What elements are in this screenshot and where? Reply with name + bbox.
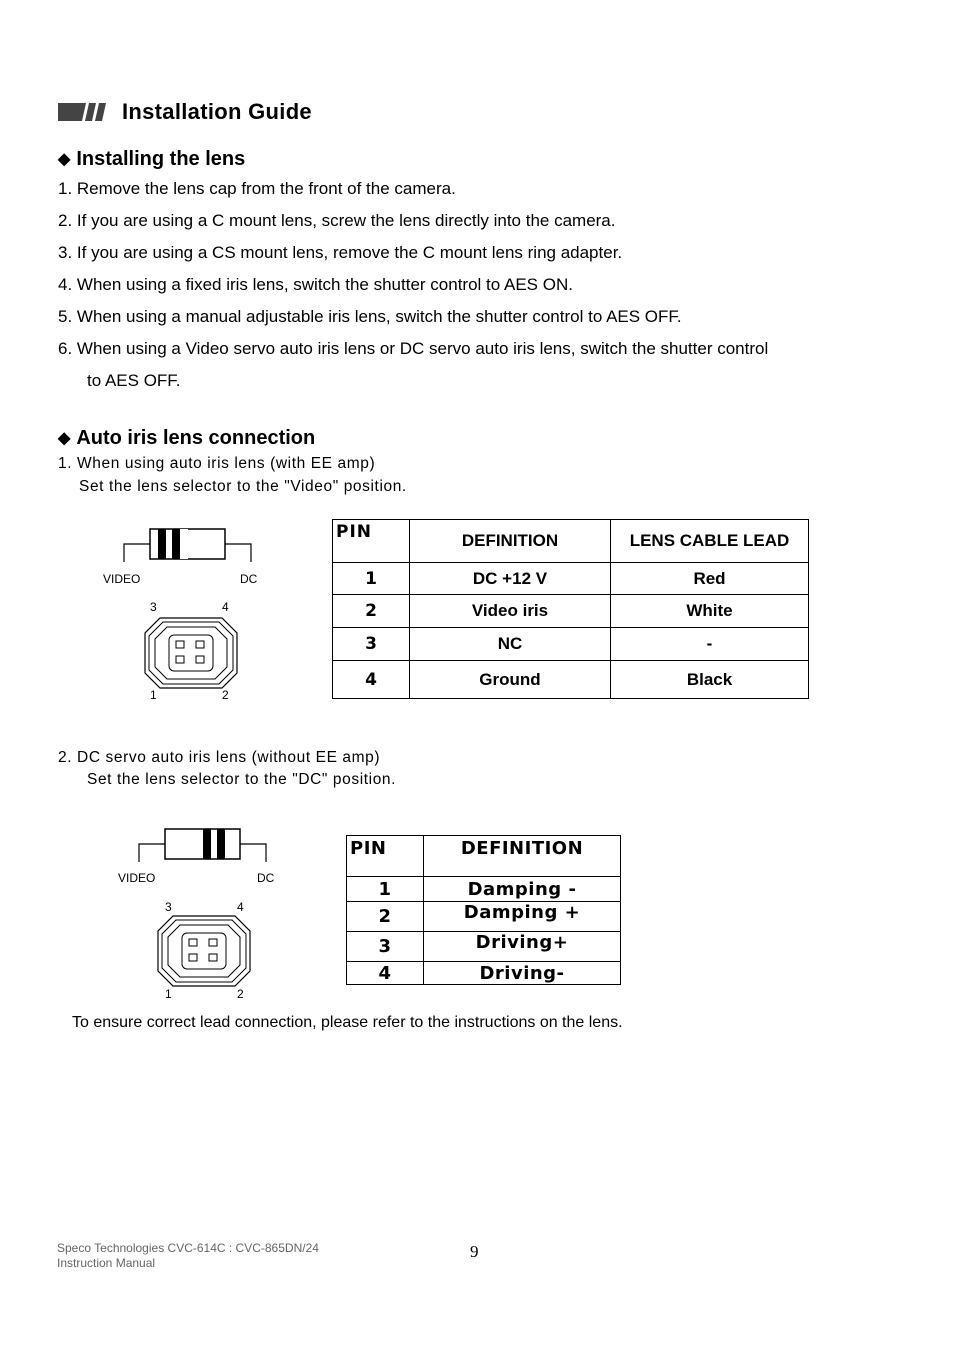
video-label: VIDEO bbox=[118, 871, 156, 885]
pin-2-label: 2 bbox=[222, 688, 229, 702]
pin-number: 1 bbox=[347, 877, 424, 902]
pin-definition: NC bbox=[410, 628, 611, 661]
pin-number: 2 bbox=[333, 595, 410, 628]
step-2: 2. If you are using a C mount lens, screw the lens directly into the camera. bbox=[58, 211, 616, 230]
lead-connection-note: To ensure correct lead connection, please refer to the instructions on the lens. bbox=[72, 1014, 623, 1031]
table-header-definition: DEFINITION bbox=[424, 836, 621, 877]
page-number: 9 bbox=[470, 1242, 479, 1261]
pin-4-label: 4 bbox=[237, 900, 244, 914]
pin-definition: Driving+ bbox=[424, 932, 621, 962]
step-1: 1. Remove the lens cap from the front of the camera. bbox=[58, 179, 456, 198]
table-row bbox=[347, 877, 621, 902]
pin-number: 4 bbox=[347, 962, 424, 985]
pin-definition: Damping - bbox=[424, 877, 621, 902]
pin-definition: DC +12 V bbox=[410, 563, 611, 595]
table-header-definition: DEFINITION bbox=[410, 520, 611, 563]
table-row bbox=[333, 628, 809, 661]
pin-definition: Ground bbox=[410, 661, 611, 699]
table-header-lens-cable-lead: LENS CABLE LEAD bbox=[611, 520, 809, 563]
pin-3-label: 3 bbox=[150, 600, 157, 614]
pin-table-dc bbox=[346, 835, 621, 985]
pin-definition: Damping + bbox=[424, 902, 621, 932]
footer-manual: Instruction Manual bbox=[57, 1256, 156, 1270]
step-6: 6. When using a Video servo auto iris lens or DC servo auto iris lens, switch the shutter control bbox=[58, 339, 769, 358]
table-header-row bbox=[333, 520, 809, 563]
step-4: 4. When using a fixed iris lens, switch the shutter control to AES ON. bbox=[58, 275, 573, 294]
table-row bbox=[333, 595, 809, 628]
step-3: 3. If you are using a CS mount lens, remove the C mount lens ring adapter. bbox=[58, 243, 623, 262]
item-2-instruction: Set the lens selector to the "DC" position. bbox=[87, 771, 397, 788]
item-2-title: 2. DC servo auto iris lens (without EE amp) bbox=[58, 749, 381, 766]
item-1-instruction: Set the lens selector to the "Video" position. bbox=[79, 478, 407, 495]
pin-lead: White bbox=[611, 595, 809, 628]
pin-4-label: 4 bbox=[222, 600, 229, 614]
pin-number: 2 bbox=[347, 902, 424, 932]
table-row bbox=[347, 902, 621, 932]
item-1-title: 1. When using auto iris lens (with EE amp) bbox=[58, 455, 376, 472]
lens-selector-diagram-video bbox=[100, 522, 270, 704]
step-5: 5. When using a manual adjustable iris lens, switch the shutter control to AES OFF. bbox=[58, 307, 682, 326]
lens-selector-diagram-dc bbox=[115, 822, 285, 1004]
pin-lead: - bbox=[611, 628, 809, 661]
diamond-bullet-icon: ◆ bbox=[58, 430, 71, 447]
pin-lead: Red bbox=[611, 563, 809, 595]
video-label: VIDEO bbox=[103, 572, 141, 586]
table-row bbox=[333, 661, 809, 699]
table-row bbox=[347, 932, 621, 962]
table-row bbox=[333, 563, 809, 595]
header-decoration-icon bbox=[58, 103, 108, 121]
pin-lead: Black bbox=[611, 661, 809, 699]
diamond-bullet-icon: ◆ bbox=[58, 151, 71, 168]
pin-number: 4 bbox=[333, 661, 410, 699]
pin-definition: Driving- bbox=[424, 962, 621, 985]
pin-number: 3 bbox=[347, 932, 424, 962]
pin-number: 1 bbox=[333, 563, 410, 595]
pin-1-label: 1 bbox=[150, 688, 157, 702]
step-6-continued: to AES OFF. bbox=[87, 371, 181, 390]
footer-company: Speco Technologies CVC-614C : CVC-865DN/24 bbox=[57, 1241, 319, 1255]
pin-table-video bbox=[332, 519, 809, 699]
footer-text bbox=[57, 1241, 319, 1271]
table-header-row bbox=[347, 836, 621, 877]
page-header bbox=[58, 98, 312, 126]
section-title-installing-lens: ◆ Installing the lens bbox=[58, 148, 246, 170]
pin-1-label: 1 bbox=[165, 987, 172, 1001]
pin-2-label: 2 bbox=[237, 987, 244, 1001]
pin-3-label: 3 bbox=[165, 900, 172, 914]
dc-label: DC bbox=[240, 572, 258, 586]
page-title: Installation Guide bbox=[122, 99, 312, 124]
table-row bbox=[347, 962, 621, 985]
pin-number: 3 bbox=[333, 628, 410, 661]
table-header-pin: PIN bbox=[347, 836, 424, 877]
dc-label: DC bbox=[257, 871, 275, 885]
table-header-pin: PIN bbox=[333, 520, 410, 563]
pin-definition: Video iris bbox=[410, 595, 611, 628]
section-title-auto-iris: ◆ Auto iris lens connection bbox=[58, 427, 316, 449]
